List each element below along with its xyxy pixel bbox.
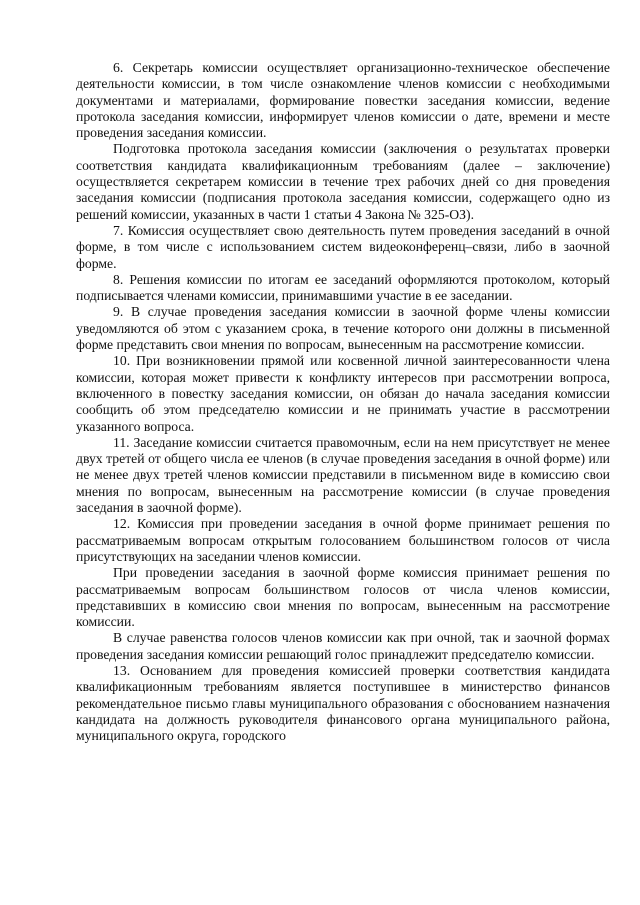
paragraph-13: 13. Основанием для проведения комиссией проверки соответствия кандидата квалификационным требованиям является поступившее в министерство финансов рекомендательное письмо главы муниципального образования с обоснованием назначения кандидата на должность руководителя финансового органа муниципального района, муниципального округа, городского xyxy=(76,662,610,744)
paragraph-12: 12. Комиссия при проведении заседания в очной форме принимает решения по рассматриваемым вопросам открытым голосованием большинством голосов от числа присутствующих на заседании членов комиссии. xyxy=(76,516,610,564)
paragraph-11: 11. Заседание комиссии считается правомочным, если на нем присутствует не менее двух третей от общего числа ее членов (в случае проведения заседания в очной форме) или не менее двух третей членов комиссии представили в письменном виде в комиссию свои мнения по вопросам, вынесенным на рассмотрение комиссии (в случае проведения заседания в заочной форме). xyxy=(76,434,610,516)
paragraph-tie-vote: В случае равенства голосов членов комиссии как при очной, так и заочной формах проведения заседания комиссии решающий голос принадлежит председателю комиссии. xyxy=(76,630,610,662)
paragraph-10: 10. При возникновении прямой или косвенной личной заинтересованности члена комиссии, которая может привести к конфликту интересов при рассмотрении вопроса, включенного в повестку заседания комиссии, он обязан до начала заседания комиссии сообщить об этом председателю комиссии и не принимать участие в рассмотрении указанного вопроса. xyxy=(76,353,610,434)
paragraph-9: 9. В случае проведения заседания комиссии в заочной форме члены комиссии уведомляются об этом с указанием срока, в течение которого они должны в письменной форме представить свои мнения по вопросам, вынесенным на рассмотрение комиссии. xyxy=(76,304,610,353)
paragraph-6: 6. Секретарь комиссии осуществляет организационно-техническое обеспечение деятельности комиссии, в том числе ознакомление членов комиссии с необходимыми документами и материалами, формирование повестки заседания комиссии, ведение протокола заседания комиссии, информирует членов комиссии о дате, времени и месте проведения заседания комиссии. xyxy=(76,60,610,141)
paragraph-8: 8. Решения комиссии по итогам ее заседаний оформляются протоколом, который подписывается членами комиссии, принимавшими участие в ее заседании. xyxy=(76,271,610,304)
document-page xyxy=(76,60,610,744)
paragraph-absentee-decision: При проведении заседания в заочной форме комиссия принимает решения по рассматриваемым вопросам большинством голосов от числа членов комиссии, представивших в комиссию свои мнения по вопросам, вынесенным на рассмотрение комиссии. xyxy=(76,565,610,630)
paragraph-7: 7. Комиссия осуществляет свою деятельность путем проведения заседаний в очной форме, в том числе с использованием систем видеоконференц–связи, либо в заочной форме. xyxy=(76,222,610,271)
paragraph-protocol-preparation: Подготовка протокола заседания комиссии (заключения о результатах проверки соответствия кандидата квалификационным требованиям (далее – заключение) осуществляется секретарем комиссии в течение трех рабочих дней со дня проведения заседания комиссии (подписания протокола заседания комиссии, содержащего одно из решений комиссии, указанных в части 1 статьи 4 Закона № 325-ОЗ). xyxy=(76,141,610,222)
